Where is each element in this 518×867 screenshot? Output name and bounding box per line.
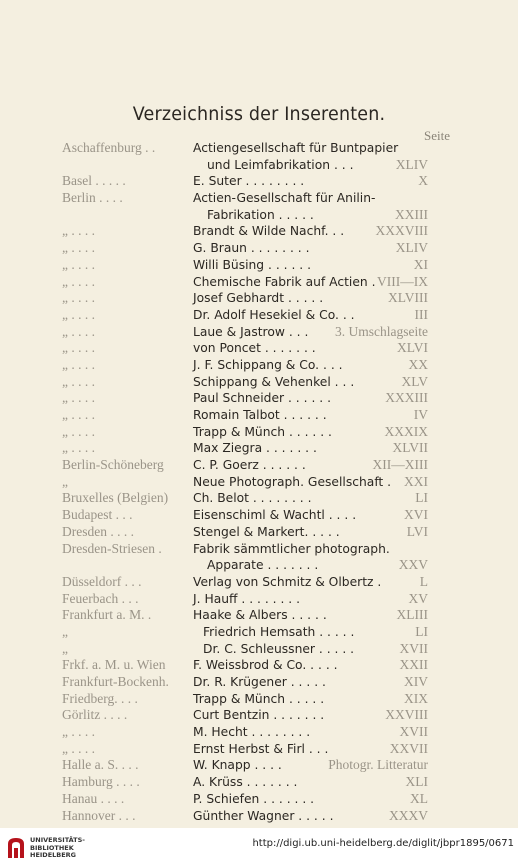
place-name: „ . . . . xyxy=(62,423,95,439)
company-name: A. Krüss . . . . . . . xyxy=(193,775,298,790)
index-row xyxy=(0,607,518,624)
company-name: Ch. Belot . . . . . . . . xyxy=(193,491,312,506)
company-name: Brandt & Wilde Nachf. . . xyxy=(193,224,345,239)
index-row xyxy=(0,741,518,758)
company-name: und Leimfabrikation . . . xyxy=(207,157,354,172)
place-name: Bruxelles (Belgien) xyxy=(62,490,169,506)
company-name: von Poncet . . . . . . . xyxy=(193,341,316,356)
company-name: F. Weissbrod & Co. . . . . xyxy=(193,658,338,673)
place-name: Berlin-Schöneberg xyxy=(62,457,164,473)
company-name: Laue & Jastrow . . . xyxy=(193,324,309,339)
place-name: „ . . . . xyxy=(62,390,95,406)
place-name: Dresden . . . . xyxy=(62,523,134,539)
company-name: E. Suter . . . . . . . . xyxy=(193,174,305,189)
index-row xyxy=(0,307,518,324)
index-row xyxy=(0,207,518,224)
index-row xyxy=(0,657,518,674)
index-row xyxy=(0,541,518,558)
index-row xyxy=(0,791,518,808)
page-reference: XLIV xyxy=(395,240,428,256)
place-name: Feuerbach . . . xyxy=(62,590,139,606)
place-name: Düsseldorf . . . xyxy=(62,573,142,589)
place-name: „ . . . . xyxy=(62,724,95,740)
page-reference: XV xyxy=(408,590,428,606)
index-row xyxy=(0,257,518,274)
place-name: Frankfurt a. M. . xyxy=(62,607,152,623)
index-row xyxy=(0,374,518,391)
page-reference: Photogr. Litteratur xyxy=(328,757,428,773)
place-name: Berlin . . . . xyxy=(62,190,123,206)
company-name: Romain Talbot . . . . . . xyxy=(193,408,327,422)
place-name: „ . . . . xyxy=(62,340,95,356)
company-name: W. Knapp . . . . xyxy=(193,758,282,773)
page-reference: XXXIII xyxy=(385,390,428,406)
page-reference: XXXVIII xyxy=(375,223,428,239)
company-name: Fabrikation . . . . . xyxy=(207,207,314,222)
place-name: Dresden-Striesen . xyxy=(62,540,162,556)
company-name: Dr. C. Schleussner . . . . . xyxy=(203,641,355,656)
page-reference: XLVI xyxy=(396,340,428,356)
page-reference: XVII xyxy=(399,724,428,740)
company-name: Actiengesellschaft für Buntpapier xyxy=(193,141,399,155)
place-name: „ . . . . xyxy=(62,356,95,372)
index-row xyxy=(0,724,518,741)
page-reference: LI xyxy=(415,490,428,506)
index-row xyxy=(0,774,518,791)
company-name: Dr. Adolf Hesekiel & Co. . . xyxy=(193,307,355,322)
company-name: M. Hecht . . . . . . . . xyxy=(193,725,311,740)
index-row xyxy=(0,357,518,374)
index-row xyxy=(0,457,518,474)
place-name: Hanau . . . . xyxy=(62,790,125,806)
page-reference: XXVII xyxy=(389,740,428,756)
company-name: Curt Bentzin . . . . . . . xyxy=(193,708,325,723)
place-name: „ . . . . xyxy=(62,273,95,289)
place-name: „ xyxy=(62,640,68,656)
company-name: Eisenschiml & Wachtl . . . . xyxy=(193,508,357,523)
library-line-1: UNIVERSITÄTS- xyxy=(30,836,85,844)
index-row xyxy=(0,340,518,357)
index-row xyxy=(0,223,518,240)
company-name: Schippang & Vehenkel . . . xyxy=(193,374,355,389)
place-name: Aschaffenburg . . xyxy=(62,140,156,155)
company-name: Stengel & Markert. . . . . xyxy=(193,524,340,539)
page-reference: XLIV xyxy=(395,156,428,172)
company-name: Neue Photograph. Gesellschaft . xyxy=(193,474,392,489)
index-row xyxy=(0,707,518,724)
index-row xyxy=(0,490,518,507)
place-name: „ . . . . xyxy=(62,223,95,239)
page-reference: XXXIX xyxy=(384,423,428,439)
index-row xyxy=(0,757,518,774)
place-name: Frkf. a. M. u. Wien xyxy=(62,657,166,673)
place-name: „ . . . . xyxy=(62,373,95,389)
page-reference: XI xyxy=(413,256,428,272)
place-name: Frankfurt-Bockenh. xyxy=(62,674,169,689)
place-name: „ . . . . xyxy=(62,256,95,272)
place-name: „ xyxy=(62,473,68,489)
index-row xyxy=(0,691,518,708)
company-name: G. Braun . . . . . . . . xyxy=(193,241,310,256)
index-row xyxy=(0,474,518,491)
company-name: C. P. Goerz . . . . . . xyxy=(193,458,306,473)
page-reference: XLI xyxy=(405,774,428,790)
index-row xyxy=(0,440,518,457)
index-row xyxy=(0,157,518,174)
page-reference: LI xyxy=(415,623,428,639)
company-name: Haake & Albers . . . . . xyxy=(193,608,327,623)
company-name: Apparate . . . . . . . xyxy=(207,558,319,573)
source-url-link[interactable]: http://digi.ub.uni-heidelberg.de/diglit/jbpr1895/0671 xyxy=(252,838,514,849)
page-reference: XLVIII xyxy=(388,290,428,306)
place-name: Hannover . . . xyxy=(62,807,136,823)
index-row xyxy=(0,274,518,291)
page-reference: XLV xyxy=(401,373,428,389)
advertiser-index-list xyxy=(0,140,518,824)
place-name: „ . . . . xyxy=(62,440,95,456)
company-name: J. Hauff . . . . . . . . xyxy=(193,591,301,606)
page-reference: XIX xyxy=(404,690,428,706)
company-name: Ernst Herbst & Firl . . . xyxy=(193,741,329,756)
library-logo-icon xyxy=(6,836,26,860)
place-name: „ . . . . xyxy=(62,306,95,322)
index-row xyxy=(0,574,518,591)
index-row xyxy=(0,557,518,574)
company-name: J. F. Schippang & Co. . . . xyxy=(193,357,343,372)
index-row xyxy=(0,140,518,157)
page-reference: XIV xyxy=(404,674,428,689)
page-reference: XII—XIII xyxy=(372,457,428,473)
place-name: Halle a. S. . . . xyxy=(62,757,139,773)
place-name: „ xyxy=(62,623,68,639)
library-line-3: HEIDELBERG xyxy=(30,851,77,859)
company-name: Willi Büsing . . . . . . xyxy=(193,257,312,272)
page-reference: XXXV xyxy=(389,807,428,823)
index-row xyxy=(0,424,518,441)
page-reference: XXVIII xyxy=(385,707,428,723)
place-name: „ . . . . xyxy=(62,240,95,256)
index-row xyxy=(0,290,518,307)
page-reference: XL xyxy=(410,790,428,806)
index-row xyxy=(0,507,518,524)
index-row xyxy=(0,190,518,207)
place-name: Hamburg . . . . xyxy=(62,774,140,790)
company-name: Paul Schneider . . . . . . xyxy=(193,391,331,406)
index-row xyxy=(0,173,518,190)
page-reference: XVI xyxy=(404,507,428,523)
place-name: „ . . . . xyxy=(62,323,95,339)
company-name: Trapp & Münch . . . . . xyxy=(193,691,325,706)
page-reference: IV xyxy=(413,407,428,422)
index-row xyxy=(0,240,518,257)
company-name: P. Schiefen . . . . . . . xyxy=(193,791,315,806)
company-name: Friedrich Hemsath . . . . . xyxy=(203,624,355,639)
index-row xyxy=(0,324,518,341)
index-row xyxy=(0,390,518,407)
page-reference: XXIII xyxy=(395,206,428,222)
place-name: Görlitz . . . . xyxy=(62,707,128,723)
place-name: „ . . . . xyxy=(62,407,95,422)
page-reference: LVI xyxy=(406,523,428,539)
page-title: Verzeichniss der Inserenten. xyxy=(132,103,386,125)
seite-column-header: Seite xyxy=(424,128,450,143)
company-name: Günther Wagner . . . . . xyxy=(193,808,334,823)
page-reference: VIII—IX xyxy=(377,273,428,289)
place-name: Basel . . . . . xyxy=(62,173,126,189)
company-name: Fabrik sämmtlicher photograph. xyxy=(193,541,390,556)
page-reference: X xyxy=(418,173,428,189)
company-name: Josef Gebhardt . . . . . xyxy=(193,291,324,306)
company-name: Max Ziegra . . . . . . . xyxy=(193,441,317,456)
index-row xyxy=(0,624,518,641)
place-name: Budapest . . . xyxy=(62,507,133,523)
page-reference: L xyxy=(419,573,428,589)
company-name: Actien-Gesellschaft für Anilin- xyxy=(193,191,376,206)
company-name: Trapp & Münch . . . . . . xyxy=(193,424,332,439)
place-name: Friedberg. . . . xyxy=(62,690,138,706)
page-reference: XXI xyxy=(404,473,428,489)
page-reference: III xyxy=(414,306,428,322)
index-row xyxy=(0,407,518,424)
page-reference: XVII xyxy=(399,640,428,656)
page-reference: XLVII xyxy=(392,440,428,456)
library-line-2: BIBLIOTHEK xyxy=(30,843,74,852)
page-reference: XLIII xyxy=(396,607,428,623)
library-name xyxy=(30,837,85,860)
page-reference: XX xyxy=(408,356,428,372)
index-row xyxy=(0,591,518,608)
index-row xyxy=(0,641,518,658)
page-reference: XXV xyxy=(398,557,428,573)
company-name: Verlag von Schmitz & Olbertz . xyxy=(193,574,382,589)
page-reference: XXII xyxy=(399,657,428,673)
index-row xyxy=(0,674,518,691)
index-row xyxy=(0,524,518,541)
index-row xyxy=(0,808,518,825)
place-name: „ . . . . xyxy=(62,740,95,756)
company-name: Dr. R. Krügener . . . . . xyxy=(193,675,326,689)
company-name: Chemische Fabrik auf Actien . xyxy=(193,274,376,289)
page-reference: 3. Umschlagseite xyxy=(335,323,428,339)
place-name: „ . . . . xyxy=(62,290,95,306)
